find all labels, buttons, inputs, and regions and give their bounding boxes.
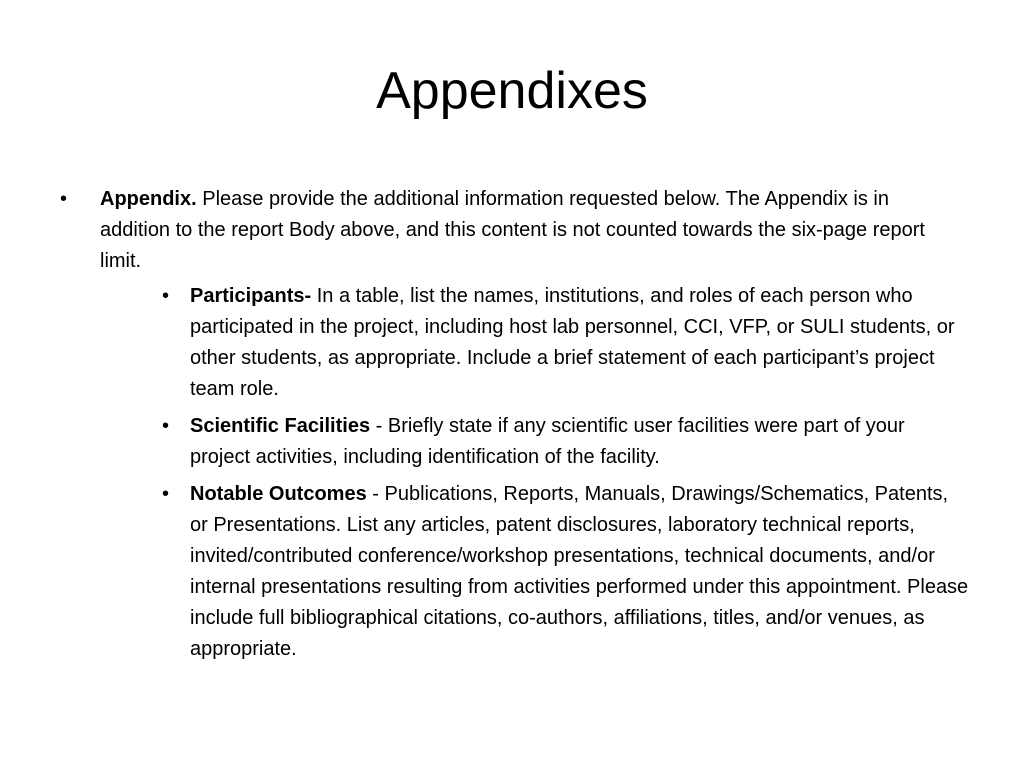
- bullet-heading: Appendix.: [100, 188, 197, 210]
- sub-bullet-text: [190, 281, 970, 405]
- bullet-dot-icon: •: [162, 415, 170, 437]
- bullet-text: [100, 184, 960, 277]
- sub-bullet-participants: [162, 281, 970, 405]
- bullet-dot-icon: •: [162, 285, 170, 307]
- sub-bullet-text: [190, 411, 970, 473]
- slide-title: Appendixes: [376, 62, 648, 120]
- slide-content: [60, 184, 970, 671]
- sub-bullet-heading: Notable Outcomes: [190, 483, 367, 505]
- sub-bullet-body: - Publications, Reports, Manuals, Drawings/Schematics, Patents, or Presentations. List any articles, patent disclosures, laboratory technical reports, invited/contributed conference/workshop presentations, technical documents, and/or internal presentations resulting from activities performed under this appointment. Please include full bibliographical citations, co-authors, affiliations, titles, and/or venues, as appropriate.: [190, 483, 969, 660]
- sub-bullet-scientific-facilities: [162, 411, 970, 473]
- bullet-dot-icon: •: [60, 188, 68, 210]
- sub-bullet-heading: Participants-: [190, 285, 312, 307]
- bullet-appendix: [60, 184, 970, 277]
- bullet-dot-icon: •: [162, 483, 170, 505]
- bullet-body: Please provide the additional information requested below. The Appendix is in addition to the report Body above, and this content is not counted towards the six-page report limit.: [100, 188, 925, 272]
- sub-bullet-body: - Briefly state if any scientific user facilities were part of your project activities, including identification of the facility.: [190, 415, 905, 468]
- sub-bullet-text: [190, 479, 970, 665]
- sub-bullet-heading: Scientific Facilities: [190, 415, 371, 437]
- sub-bullet-notable-outcomes: [162, 479, 970, 665]
- sub-bullet-list: [162, 281, 970, 665]
- sub-bullet-body: In a table, list the names, institutions, and roles of each person who participated in the project, including host lab personnel, CCI, VFP, or SULI students, or other students, as appropriate. Include a brief statement of each participant’s project team role.: [190, 285, 955, 400]
